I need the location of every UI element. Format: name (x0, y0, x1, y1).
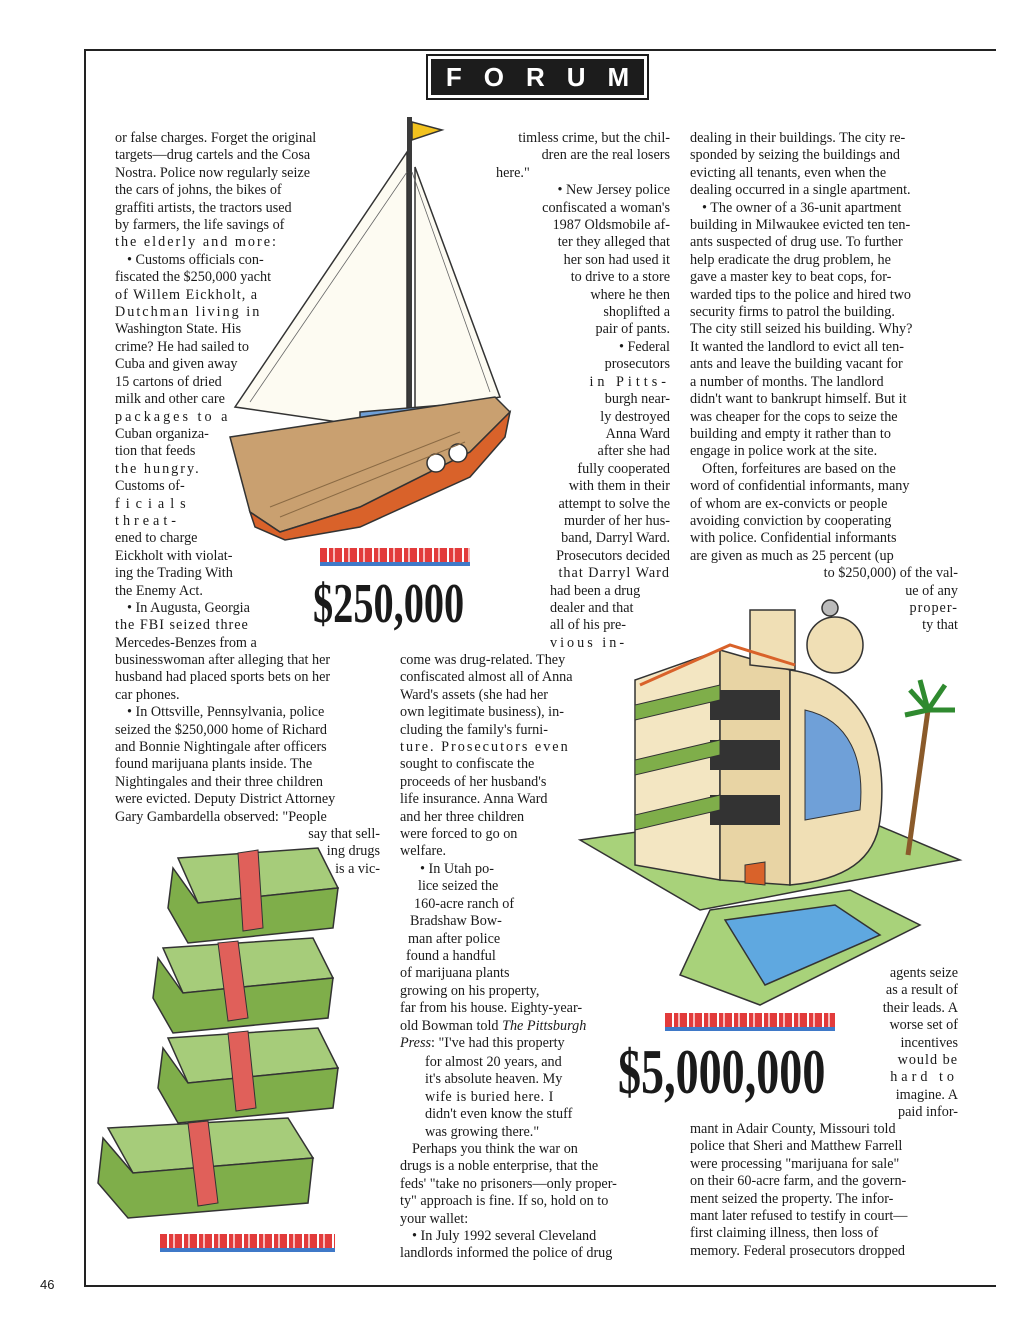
column-2-utah (400, 861, 620, 1052)
text-line: with police. Confidential informants (690, 530, 897, 547)
text-line: memory. Federal prosecutors dropped (690, 1242, 905, 1259)
text-line: vious in- (550, 634, 628, 651)
text-line: fully cooperated (577, 460, 670, 477)
text-line: paid infor- (898, 1104, 958, 1121)
text-line: The city still seized his building. Why? (690, 321, 913, 338)
text-line: a number of months. The landlord (690, 373, 884, 390)
text-line: was cheaper for the cops to seize the (690, 408, 898, 425)
text-line: targets—drug cartels and the Cosa (115, 147, 311, 164)
text-line: warded tips to the police and hired two (690, 286, 912, 303)
text-line: husband had placed sports bets on her (115, 669, 331, 686)
text-line: life insurance. Anna Ward (400, 791, 548, 808)
text-line: Eickholt with violat- (115, 547, 233, 564)
text-line: • Federal (618, 338, 670, 355)
text-line: growing on his property, (400, 982, 540, 999)
text-line: Bradshaw Bow- (410, 913, 502, 930)
text-line: for almost 20 years, and (425, 1054, 562, 1070)
text-line: 15 cartons of dried (115, 373, 222, 390)
text-line: far from his house. Eighty-year- (400, 1000, 583, 1017)
text-line: sought to confiscate the (400, 756, 535, 773)
section-header: FORUM (428, 56, 647, 98)
page-frame-left (84, 49, 86, 1285)
text-line: building in Milwaukee evicted ten ten- (690, 217, 911, 234)
text-line: cluding the family's furni- (400, 721, 548, 738)
text-line: Anna Ward (605, 425, 670, 442)
text-line: Gary Gambardella observed: "People (115, 808, 327, 825)
text-line: hard to (890, 1069, 958, 1086)
decorative-squiggle (160, 1234, 335, 1252)
text-line: man after police (408, 930, 501, 947)
text-line: businesswoman after alleging that her (115, 652, 331, 668)
text-line: mant later refused to testify in court— (690, 1208, 908, 1225)
text-line: of whom are ex-convicts or people (690, 495, 888, 512)
text-line: avoiding conviction by cooperating (690, 512, 892, 529)
text-line: Cuban organiza- (115, 425, 209, 442)
text-line: gave a master key to beat cops, for- (690, 269, 892, 286)
text-line: confiscated almost all of Anna (400, 669, 573, 686)
text-line: welfare. (400, 843, 447, 860)
text-line: crime? He had sailed to (115, 338, 249, 355)
text-line: drugs is a noble enterprise, that the (400, 1158, 599, 1175)
text-line: ants and leave the building vacant for (690, 356, 903, 373)
text-line: and Bonnie Nightingale after officers (115, 739, 327, 756)
text-line: to $250,000) of the val- (823, 565, 958, 582)
text-line: dren are the real losers (541, 147, 670, 164)
text-line: that Darryl Ward (558, 565, 670, 582)
text-line: ants suspected of drug use. To further (690, 234, 903, 251)
text-line: incentives (900, 1034, 958, 1051)
text-line: 160-acre ranch of (414, 895, 515, 912)
text-line: found a handful (406, 948, 496, 965)
text-line: engage in police work at the site. (690, 443, 878, 460)
apartment-building-illustration (560, 590, 970, 1010)
text-line: were evicted. Deputy District Attorney (115, 791, 336, 808)
text-line: evicting all tenants, even when the (690, 164, 887, 181)
column-2-top (470, 130, 670, 652)
text-line: • In Utah po- (420, 861, 494, 877)
text-line: ty that (922, 617, 958, 634)
text-line: the Enemy Act. (115, 582, 203, 599)
text-line: dealing in their buildings. The city re- (690, 130, 906, 146)
text-line: had been a drug (550, 582, 641, 599)
text-line: imagine. A (895, 1086, 958, 1103)
text-line: attempt to solve the (558, 495, 670, 512)
text-line: ened to charge (115, 530, 198, 547)
text-line: lice seized the (418, 878, 499, 895)
text-line: timless crime, but the chil- (518, 130, 670, 146)
text-line: ue of any (905, 582, 958, 599)
text-line: Nostra. Police now regularly seize (115, 164, 311, 181)
text-fragment: old Bowman told (400, 1017, 503, 1034)
text-line: the hungry. (115, 460, 201, 477)
text-line: here." (496, 164, 530, 181)
text-line: are given as much as 25 percent (up (690, 547, 894, 564)
text-line: is a vic- (335, 860, 380, 877)
text-line (400, 1018, 620, 1035)
text-line: milk and other care (115, 391, 225, 408)
page-number: 46 (40, 1277, 55, 1292)
text-line: Cuba and given away (115, 356, 238, 373)
text-line: ing drugs (326, 843, 380, 860)
text-line: It wanted the landlord to evict all ten- (690, 338, 904, 355)
text-line: ly destroyed (600, 408, 670, 425)
text-line: Often, forfeitures are based on the (702, 460, 896, 477)
text-line: car phones. (115, 686, 180, 703)
column-2-middle (400, 652, 615, 861)
text-line: didn't even know the stuff (425, 1106, 573, 1123)
text-line: Dutchman living in (115, 304, 262, 321)
text-line: ficials (115, 495, 192, 512)
text-line: would be (897, 1052, 958, 1069)
text-line: it's absolute heaven. My (425, 1071, 563, 1088)
text-line: Washington State. His (115, 321, 242, 338)
text-line: 1987 Oldsmobile af- (552, 217, 670, 234)
text-line: didn't want to bankrupt himself. But it (690, 391, 907, 408)
text-line: after she had (597, 443, 670, 460)
text-line: murder of her hus- (564, 512, 670, 529)
text-line: pair of pants. (595, 321, 670, 338)
text-line: in Pitts- (589, 373, 670, 390)
text-line: fiscated the $250,000 yacht (115, 269, 272, 286)
text-line: burgh near- (604, 391, 670, 408)
text-line: Prosecutors decided (556, 547, 670, 564)
text-line: • In Augusta, Georgia (127, 599, 250, 616)
building-value-callout: $5,000,000 (618, 1036, 826, 1107)
text-line: shoplifted a (603, 304, 670, 321)
text-line: dealing occurred in a single apartment. (690, 182, 911, 199)
text-line: with them in their (568, 478, 670, 495)
text-line: your wallet: (400, 1210, 469, 1227)
text-line: their leads. A (882, 999, 958, 1016)
text-line (400, 1035, 620, 1052)
text-line: tion that feeds (115, 443, 196, 460)
text-line: was growing there." (425, 1123, 540, 1140)
text-line: the cars of johns, the bikes of (115, 182, 282, 199)
text-line: mant in Adair County, Missouri told (690, 1121, 896, 1137)
text-line: were forced to go on (400, 826, 518, 843)
text-line: • In Ottsville, Pennsylvania, police (127, 704, 325, 721)
text-line: word of confidential informants, many (690, 478, 910, 495)
text-line: confiscated a woman's (542, 199, 670, 216)
text-line: • Customs officials con- (127, 251, 264, 268)
text-line: landlords informed the police of drug (400, 1245, 613, 1262)
text-line: ment seized the property. The infor- (690, 1190, 894, 1207)
text-line: • New Jersey police (557, 182, 670, 199)
text-line: sponded by seizing the buildings and (690, 147, 901, 164)
text-line: of marijuana plants (400, 965, 510, 982)
text-line: Ward's assets (she had her (400, 686, 548, 703)
text-fragment: : "I've had this property (431, 1035, 565, 1052)
decorative-squiggle (320, 548, 470, 566)
text-line: police that Sheri and Matthew Farrell (690, 1138, 903, 1155)
text-line: as a result of (885, 982, 958, 999)
text-line: Perhaps you think the war on (412, 1141, 578, 1157)
text-line: seized the $250,000 home of Richard (115, 721, 327, 738)
column-3-bottom (690, 1121, 958, 1260)
column-1-continued (115, 652, 380, 878)
text-line: packages to a (115, 408, 231, 425)
text-line: Nightingales and their three children (115, 773, 324, 790)
text-line: first claiming illness, then loss of (690, 1225, 879, 1242)
text-line: Customs of- (115, 478, 185, 495)
text-line: of Willem Eickholt, a (115, 286, 259, 303)
text-line: ty" approach is fine. If so, hold on to (400, 1193, 609, 1210)
text-line: ing the Trading With (115, 565, 233, 582)
text-line: • The owner of a 36-unit apartment (702, 199, 902, 216)
text-line: help eradicate the drug problem, he (690, 251, 891, 268)
text-line: come was drug-related. They (400, 652, 566, 668)
text-line: • In July 1992 several Cleveland (412, 1228, 597, 1245)
text-line: prosecutors (604, 356, 670, 373)
text-line: worse set of (889, 1017, 958, 1034)
text-line: band, Darryl Ward. (561, 530, 670, 547)
column-3-middle (850, 965, 958, 1122)
column-2-quote (425, 1054, 605, 1141)
text-line: all of his pre- (550, 617, 627, 634)
column-3-top (690, 130, 958, 635)
yacht-value-callout: $250,000 (313, 573, 465, 635)
text-line: Mercedes-Benzes from a (115, 634, 257, 651)
text-line: were processing "marijuana for sale" (690, 1155, 900, 1172)
text-line: and her three children (400, 808, 525, 825)
text-line: her son had used it (563, 251, 670, 268)
publication-name: Press (400, 1035, 432, 1052)
text-line: proceeds of her husband's (400, 773, 547, 790)
text-line: the elderly and more: (115, 234, 278, 251)
money-stacks-illustration (88, 828, 388, 1228)
text-line: proper- (909, 599, 958, 616)
text-line: own legitimate business), in- (400, 704, 564, 721)
text-line: on their 60-acre farm, and the govern- (690, 1173, 907, 1190)
text-line: or false charges. Forget the original (115, 130, 317, 146)
text-line: by farmers, the life savings of (115, 217, 285, 234)
text-line: ture. Prosecutors even (400, 739, 570, 756)
text-line: feds' "take no prisoners—only proper- (400, 1175, 617, 1192)
text-line: the FBI seized three (115, 617, 249, 634)
text-line: graffiti artists, the tractors used (115, 199, 292, 216)
column-2-bottom (400, 1141, 668, 1263)
text-line: to drive to a store (570, 269, 670, 286)
page-frame-top (84, 49, 996, 51)
page-frame-bottom (84, 1285, 996, 1287)
text-line: wife is buried here. I (425, 1088, 554, 1105)
text-line: agents seize (889, 965, 958, 981)
text-line: found marijuana plants inside. The (115, 756, 313, 773)
text-line: security firms to patrol the building. (690, 304, 895, 321)
text-line: say that sell- (308, 826, 380, 843)
decorative-squiggle (665, 1013, 835, 1031)
text-line: where he then (590, 286, 670, 303)
text-line: building and empty it rather than to (690, 425, 891, 442)
text-line: dealer and that (550, 599, 634, 616)
text-line: ter they alleged that (557, 234, 670, 251)
publication-name: The Pittsburgh (502, 1017, 587, 1034)
text-line: threat- (115, 512, 181, 529)
